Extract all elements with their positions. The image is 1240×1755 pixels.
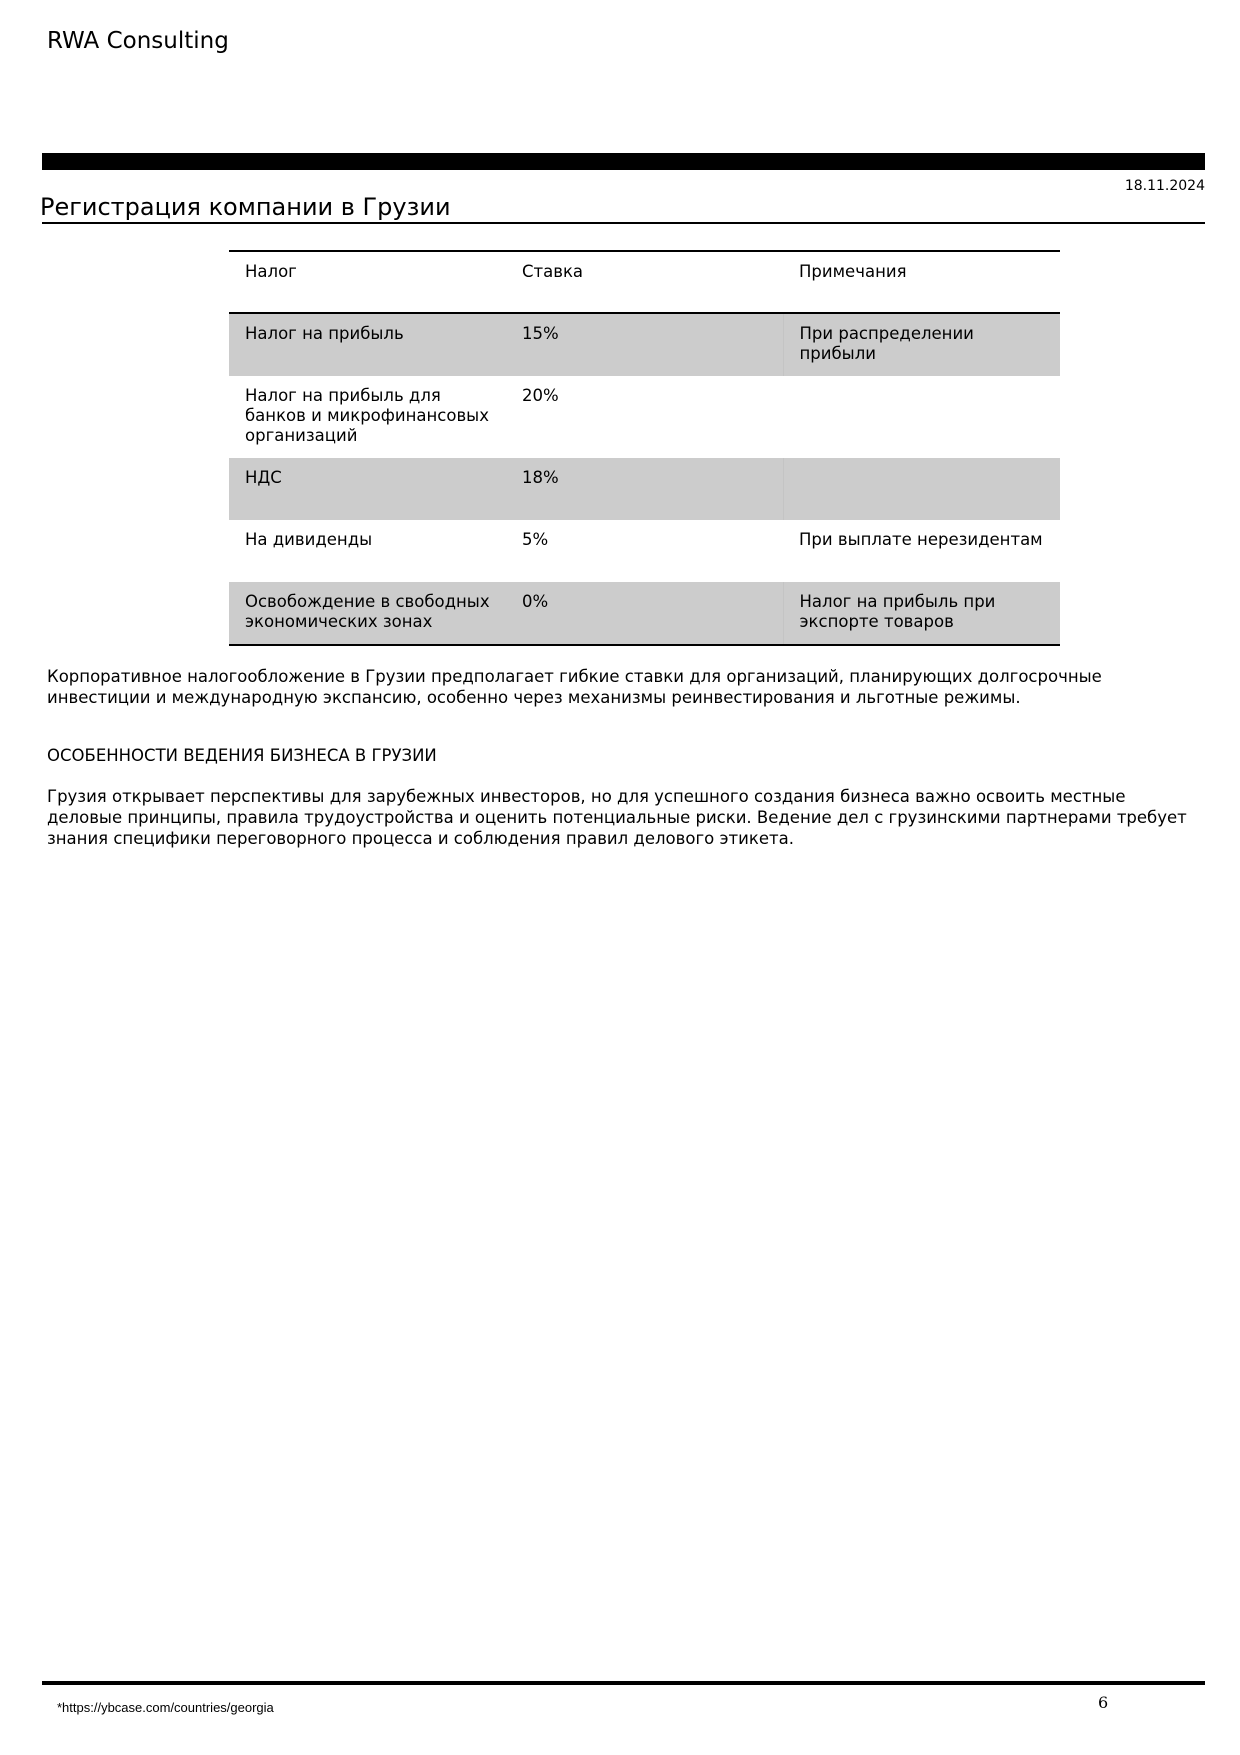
column-header-notes: Примечания <box>799 262 907 281</box>
table-row <box>229 582 1060 645</box>
tax-cell: Налог на прибыль для банков и микрофинансовых организаций <box>245 386 489 445</box>
notes-cell: Налог на прибыль при экспорте товаров <box>783 582 1060 645</box>
section-heading: ОСОБЕННОСТИ ВЕДЕНИЯ БИЗНЕСА В ГРУЗИИ <box>47 746 437 765</box>
rate-cell: 5% <box>522 530 549 549</box>
tax-cell: Освобождение в свободных экономических зонах <box>229 582 506 645</box>
tax-cell: На дивиденды <box>245 530 373 549</box>
footnote-source: *https://ybcase.com/countries/georgia <box>57 1700 274 1715</box>
tax-table <box>229 250 1060 646</box>
column-header-tax: Налог <box>245 262 297 281</box>
rate-cell: 20% <box>522 386 559 405</box>
notes-cell: При распределении прибыли <box>783 313 1060 376</box>
table-row <box>229 520 1060 582</box>
footer-divider <box>42 1681 1205 1685</box>
table-header-row <box>229 251 1060 313</box>
header-bar <box>42 153 1205 170</box>
notes-cell <box>783 458 1060 520</box>
title-divider <box>42 222 1205 224</box>
tax-cell: НДС <box>229 458 506 520</box>
page-number: 6 <box>1098 1693 1109 1712</box>
company-name: RWA Consulting <box>47 28 229 54</box>
tax-cell: Налог на прибыль <box>229 313 506 376</box>
body-paragraph: Корпоративное налогообложение в Грузии предполагает гибкие ставки для организаций, планирующих долгосрочные инвестиции и международную экспансию, особенно через механизмы реинвестирования и льготные режимы. <box>47 667 1102 707</box>
body-paragraph: Грузия открывает перспективы для зарубежных инвесторов, но для успешного создания бизнеса важно освоить местные деловые принципы, правила трудоустройства и оценить потенциальные риски. Ведение дел с грузинскими партнерами требует знания специфики переговорного процесса и соблюдения правил делового этикета. <box>47 787 1187 848</box>
document-date: 18.11.2024 <box>1124 178 1205 194</box>
notes-cell <box>783 376 1060 458</box>
rate-cell: 15% <box>506 313 783 376</box>
rate-cell: 0% <box>506 582 783 645</box>
notes-cell: При выплате нерезидентам <box>799 530 1043 549</box>
page-title: Регистрация компании в Грузии <box>40 193 451 221</box>
table-row <box>229 376 1060 458</box>
rate-cell: 18% <box>506 458 783 520</box>
table-row <box>229 458 1060 520</box>
column-header-rate: Ставка <box>522 262 584 281</box>
table-row <box>229 313 1060 376</box>
